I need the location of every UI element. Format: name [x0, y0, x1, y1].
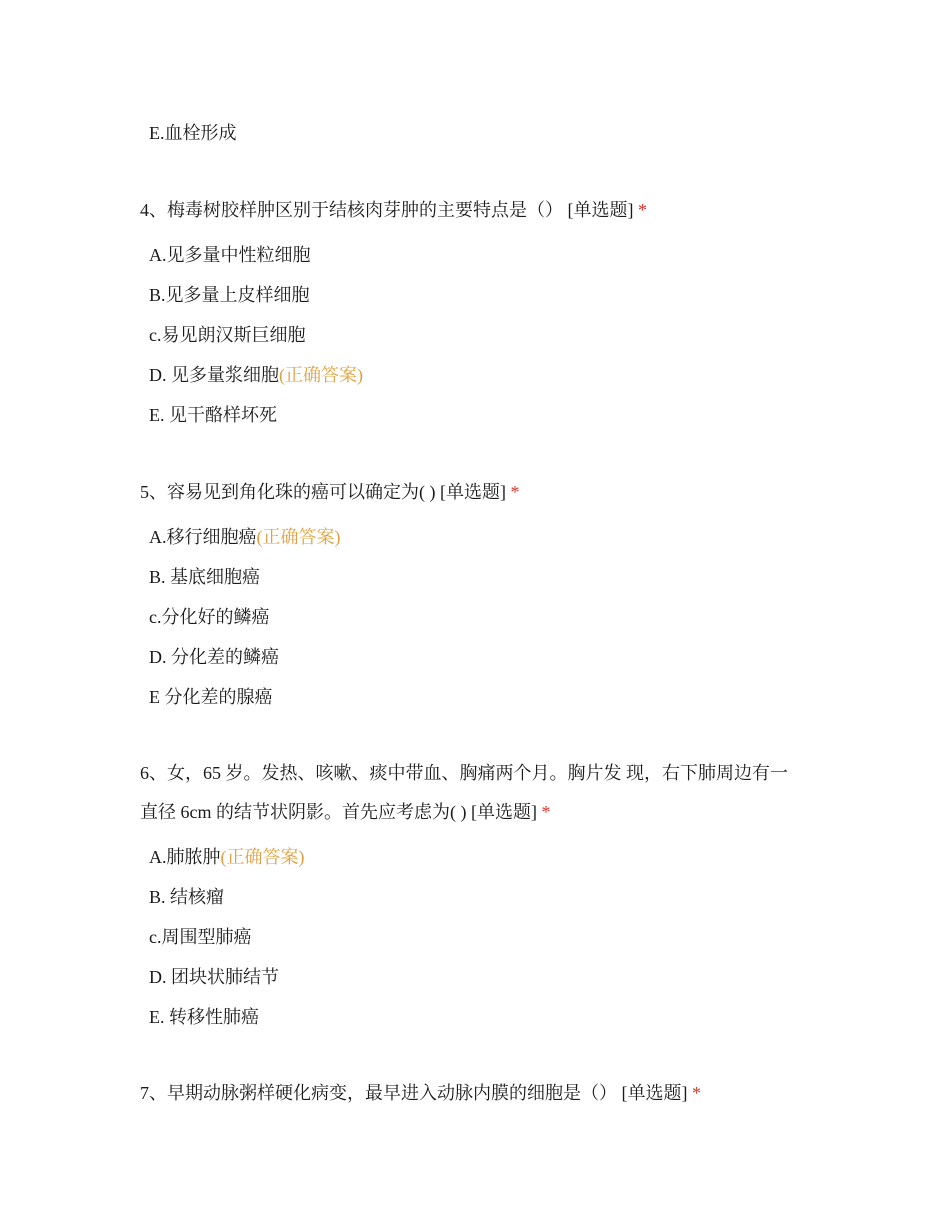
q5-option-b[interactable] — [149, 565, 260, 589]
option-text: A.肺脓肿 — [149, 847, 221, 867]
q3-option-e[interactable] — [149, 121, 237, 145]
required-mark: * — [510, 482, 520, 502]
option-text: E. 转移性肺癌 — [149, 1007, 259, 1027]
question-text: 5、容易见到角化珠的癌可以确定为( ) [单选题] — [140, 482, 506, 502]
question-text: 7、早期动脉粥样硬化病变，最早进入动脉内膜的细胞是（） [单选题] — [140, 1083, 688, 1103]
required-mark: * — [541, 802, 551, 822]
q6-title-line1 — [140, 761, 788, 785]
required-mark: * — [638, 200, 647, 220]
option-text: c.易见朗汉斯巨细胞 — [149, 325, 306, 345]
option-text: B. 基底细胞癌 — [149, 567, 261, 587]
option-text: B.见多量上皮样细胞 — [149, 285, 310, 305]
question-text: 直径 6cm 的结节状阴影。首先应考虑为( ) [单选题] — [140, 802, 537, 822]
correct-answer-tag: (正确答案) — [279, 365, 363, 385]
q4-option-b[interactable] — [149, 283, 310, 307]
q4-option-a[interactable] — [149, 243, 311, 267]
q5-option-e[interactable] — [149, 685, 273, 709]
option-text: A.移行细胞癌 — [149, 527, 257, 547]
question-text: 4、梅毒树胶样肿区别于结核肉芽肿的主要特点是（） [单选题] — [140, 200, 634, 220]
option-text: D. 分化差的鳞癌 — [149, 647, 279, 667]
option-text: A.见多量中性粒细胞 — [149, 245, 311, 265]
q5-title — [140, 480, 519, 504]
question-text: 6、女，65 岁。发热、咳嗽、痰中带血、胸痛两个月。胸片发 现，右下肺周边有一 — [140, 763, 788, 783]
q5-option-d[interactable] — [149, 645, 279, 669]
option-text: D. 见多量浆细胞 — [149, 365, 279, 385]
q4-option-c[interactable] — [149, 323, 306, 347]
q6-option-d[interactable] — [149, 965, 279, 989]
correct-answer-tag: (正确答案) — [220, 847, 305, 867]
q4-title — [140, 198, 647, 222]
q6-title-line2 — [140, 800, 550, 824]
option-text: E 分化差的腺癌 — [149, 687, 273, 707]
option-text: E.血栓形成 — [149, 123, 237, 143]
option-text: c.分化好的鳞癌 — [149, 607, 270, 627]
option-text: D. 团块状肺结节 — [149, 967, 279, 987]
q6-option-e[interactable] — [149, 1005, 259, 1029]
correct-answer-tag: (正确答案) — [256, 527, 341, 547]
q4-option-e[interactable] — [149, 403, 277, 427]
q5-option-c[interactable] — [149, 605, 270, 629]
q6-option-c[interactable] — [149, 925, 252, 949]
q7-title — [140, 1081, 701, 1105]
q4-option-d[interactable] — [149, 363, 363, 387]
required-mark: * — [692, 1083, 701, 1103]
q6-option-a[interactable] — [149, 845, 305, 869]
q5-option-a[interactable] — [149, 525, 341, 549]
q6-option-b[interactable] — [149, 885, 224, 909]
option-text: c.周围型肺癌 — [149, 927, 252, 947]
option-text: E. 见干酪样坏死 — [149, 405, 277, 425]
option-text: B. 结核瘤 — [149, 887, 225, 907]
